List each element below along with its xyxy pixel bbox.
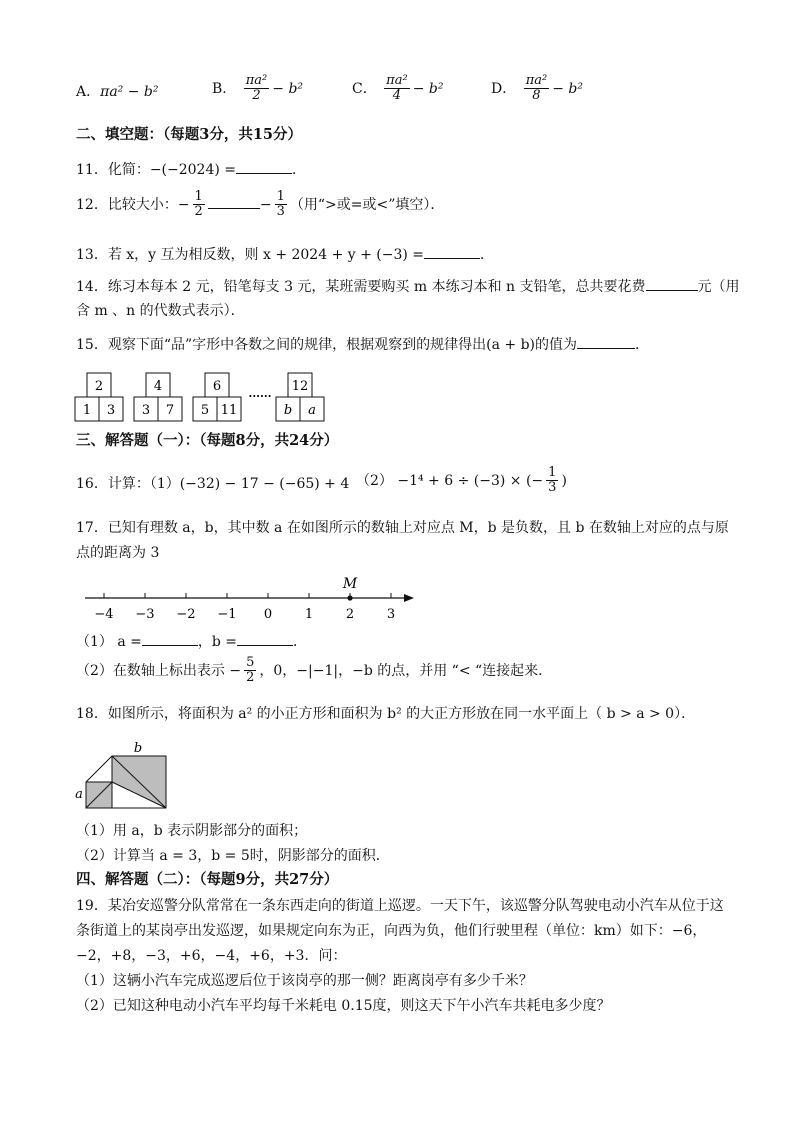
question-16-part1: 16．计算：（1）(−32) − 17 − (−65) + 4 <box>76 476 350 492</box>
question-19-line1: 19．某冶安巡警分队常常在一条东西走向的街道上巡逻。一天下午，该巡警分队驾驶电动小汽车从位于这 <box>76 898 724 914</box>
question-18-part2: （2）计算当 a = 3，b = 5时，阴影部分的面积． <box>76 848 390 864</box>
pin-ellipsis: ······ <box>248 390 272 403</box>
pin4-right: a <box>308 403 316 418</box>
pin-pattern-figure <box>70 368 340 424</box>
question-12: 12．比较大小：− $\frac{1}{2}$ − $\frac{1}{3}$ （用“>或=或<”填空）． <box>76 189 445 220</box>
answer-blank-17a[interactable] <box>142 631 198 646</box>
pin3-left: 5 <box>200 403 210 418</box>
answer-blank-17b[interactable] <box>237 631 293 646</box>
pin2-right: 7 <box>165 403 175 418</box>
pin2-top: 4 <box>153 379 163 394</box>
axis-tick-label: 1 <box>304 607 314 622</box>
pin4-top: 12 <box>291 379 309 394</box>
question-16-part2: （2） −1⁴ + 6 ÷ (−3) × (− $\frac{1}{3}$ ) <box>356 465 567 496</box>
pin-group-1 <box>75 373 123 421</box>
axis-tick-label: 2 <box>345 607 355 622</box>
answer-blank-14[interactable] <box>646 276 698 291</box>
option-b: B． $\frac{\text{πa²}}{2}$ − b² <box>212 73 304 104</box>
q10-options <box>76 82 159 102</box>
point-m-dot <box>347 595 352 600</box>
option-b-fraction: $\frac{\text{πa²}}{2}$ <box>245 73 268 104</box>
question-13: 13．若 x，y 互为相反数，则 x + 2024 + y + (−3) = ． <box>76 244 494 265</box>
question-17-line2: 点的距离为 3 <box>76 545 160 561</box>
axis-tick-label: −4 <box>94 607 114 622</box>
pin4-left: b <box>283 403 293 418</box>
question-19-line2: 条街道上的某岗亭出发巡逻，如果规定向东为正，向西为负，他们行驶里程（单位：km）如下：−6， <box>76 923 707 939</box>
question-15: 15．观察下面“品”字形中各数之间的规律，根据观察到的规律得出(a + b)的值为 ． <box>76 334 649 355</box>
option-c-fraction: $\frac{\text{πa²}}{4}$ <box>386 73 408 104</box>
section-4-title: 四、解答题（二）：（每题9分，共27分） <box>76 871 339 888</box>
question-17-part1: （1） a = ，b = ． <box>76 631 307 652</box>
pin2-left: 3 <box>141 403 151 418</box>
axis-tick-label: 3 <box>386 607 396 622</box>
squares-figure <box>72 738 172 810</box>
option-c: C． $\frac{\text{πa²}}{4}$ − b² <box>352 73 444 104</box>
pin3-right: 11 <box>220 403 238 418</box>
pin-group-4 <box>276 373 324 421</box>
answer-blank-11[interactable] <box>236 159 292 174</box>
section-3-title: 三、解答题（一）：（每题8分，共24分） <box>76 432 339 449</box>
number-line-figure <box>80 572 420 624</box>
pin-group-2 <box>134 373 182 421</box>
pin1-right: 3 <box>106 403 116 418</box>
axis-tick-label: −3 <box>135 607 155 622</box>
section-2-title: 二、填空题：（每题3分，共15分） <box>76 126 303 143</box>
label-a: a <box>75 787 83 802</box>
pin3-top: 6 <box>212 379 222 394</box>
question-17-line1: 17．已知有理数 a，b，其中数 a 在如图所示的数轴上对应点 M，b 是负数，且 b 在数轴上对应的点与原 <box>76 520 729 536</box>
pin1-left: 1 <box>82 403 92 418</box>
axis-tick-label: −2 <box>176 607 196 622</box>
question-18: 18．如图所示，将面积为 a² 的小正方形和面积为 b² 的大正方形放在同一水平面上（ b > a > 0）． <box>76 706 696 722</box>
option-d: D． $\frac{\text{πa²}}{8}$ − b² <box>491 73 583 104</box>
pin-group-3 <box>193 373 241 421</box>
question-19-part2: （2）已知这种电动小汽车平均每千米耗电 0.15度，则这天下午小汽车共耗电多少度？ <box>76 998 611 1014</box>
question-11: 11．化简：−(−2024) = ． <box>76 159 306 180</box>
question-14-line2: 含 m 、n 的代数式表示）． <box>76 303 245 319</box>
question-18-part1: （1）用 a，b 表示阴影部分的面积； <box>76 823 308 839</box>
answer-blank-13[interactable] <box>424 244 480 259</box>
option-d-fraction: $\frac{\text{πa²}}{8}$ <box>525 73 548 104</box>
question-19-line3: −2，+8，−3，+6，−4，+6，+3．问： <box>76 948 347 964</box>
point-m-label: M <box>342 576 358 592</box>
pin1-top: 2 <box>94 379 104 394</box>
axis-tick-label: −1 <box>217 607 237 622</box>
label-b: b <box>133 741 143 756</box>
axis-arrow-icon <box>404 594 414 602</box>
question-14-line1: 14．练习本每本 2 元，铅笔每支 3 元，某班需要购买 m 本练习本和 n 支铅笔，总共要花费 元（用 <box>76 276 740 297</box>
answer-blank-12[interactable] <box>208 194 260 209</box>
option-a: A．πa² − b² <box>76 84 159 100</box>
question-17-part2: （2）在数轴上标出表示 − $\frac{5}{2}$ ，0，−|−1|，−b 的点，并用 “< “连接起来. <box>76 655 543 686</box>
axis-tick-label: 0 <box>263 607 273 622</box>
answer-blank-15[interactable] <box>577 334 635 349</box>
question-19-part1: （1）这辆小汽车完成巡逻后位于该岗亭的那一侧？距离岗亭有多少千米？ <box>76 973 533 989</box>
